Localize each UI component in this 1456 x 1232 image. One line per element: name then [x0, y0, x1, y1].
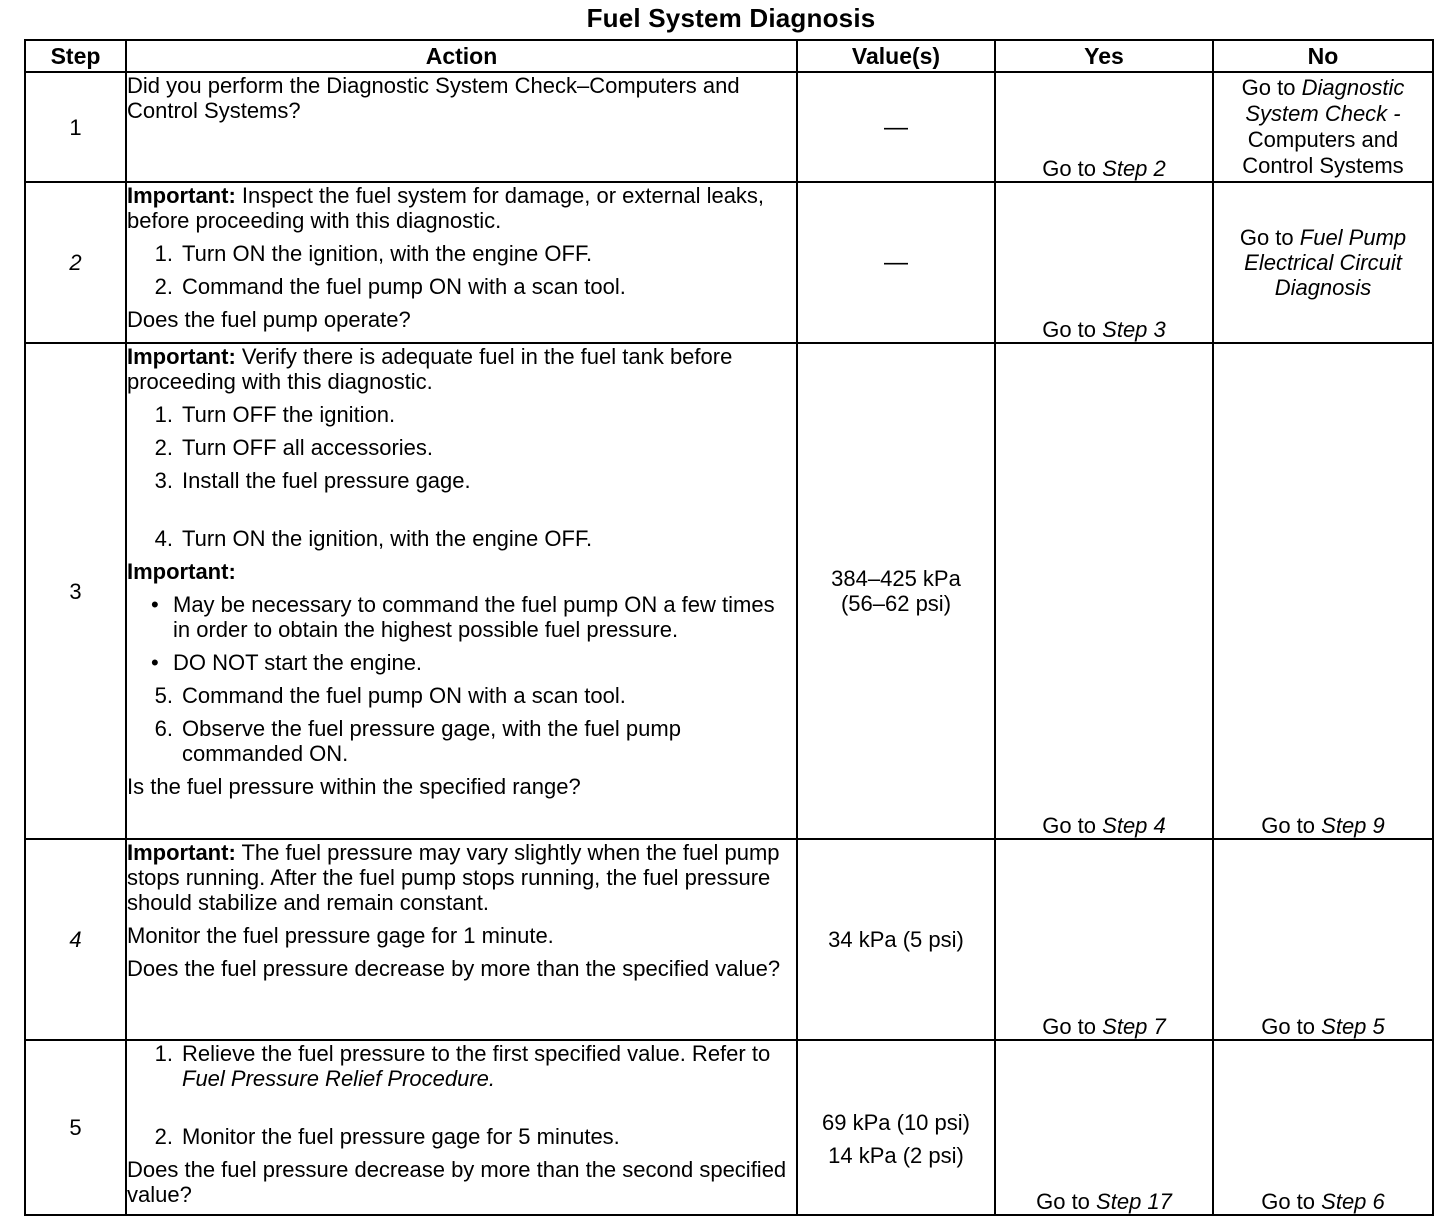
- important-text: The fuel pressure may vary slightly when the fuel pump stops running. After the fuel pump stops running, the fuel pressure should stabilize and remain constant.: [127, 840, 780, 915]
- list-item: [127, 1124, 796, 1149]
- action-text: Did you perform the Diagnostic System Check–Computers and Control Systems?: [127, 73, 740, 123]
- no-prefix: Go to: [1261, 813, 1316, 838]
- no-cell: [1213, 839, 1433, 1040]
- no-cell: [1213, 182, 1433, 343]
- list-number: 1.: [154, 241, 173, 266]
- yes-prefix: Go to: [1042, 317, 1097, 342]
- important-label: Important:: [127, 344, 236, 369]
- action-question: Does the fuel pump operate?: [127, 307, 411, 332]
- step-number: 3: [25, 343, 126, 839]
- table-row: [25, 839, 1433, 1040]
- list-text: Command the fuel pump ON with a scan tool.: [182, 274, 626, 299]
- header-no: No: [1213, 40, 1433, 72]
- action-cell: [126, 72, 797, 182]
- list-number: 4.: [154, 526, 173, 551]
- action-question: Does the fuel pressure decrease by more than the specified value?: [127, 956, 781, 981]
- value-text: 34 kPa (5 psi): [828, 927, 964, 952]
- no-cell: [1213, 343, 1433, 839]
- important-text: Inspect the fuel system for damage, or external leaks, before proceeding with this diagnostic.: [127, 183, 765, 233]
- list-number: 3.: [154, 468, 173, 493]
- header-action: Action: [126, 40, 797, 72]
- table-row: [25, 1040, 1433, 1215]
- yes-target-link[interactable]: Step 7: [1102, 1014, 1166, 1039]
- no-prefix: Go to: [1261, 1014, 1316, 1039]
- value-line: 69 kPa (10 psi): [822, 1109, 970, 1135]
- list-text: Turn OFF the ignition.: [182, 402, 396, 427]
- important-label-line: [127, 559, 796, 584]
- bullet-item: [127, 650, 796, 675]
- action-text: Monitor the fuel pressure gage for 1 minute.: [127, 923, 554, 948]
- header-step: Step: [25, 40, 126, 72]
- step-number: 5: [25, 1040, 126, 1215]
- no-target-link[interactable]: Step 9: [1321, 813, 1385, 838]
- list-number: 2.: [154, 1124, 173, 1149]
- yes-cell: [995, 182, 1213, 343]
- header-yes: Yes: [995, 40, 1213, 72]
- important-label: Important:: [127, 183, 236, 208]
- value-line: (56–62 psi): [840, 591, 952, 616]
- yes-target-link[interactable]: Step 4: [1102, 813, 1166, 838]
- list-item: [127, 683, 796, 708]
- value-cell: [797, 1040, 995, 1215]
- yes-prefix: Go to: [1042, 813, 1097, 838]
- list-item: [127, 274, 796, 299]
- yes-prefix: Go to: [1042, 1014, 1097, 1039]
- list-number: 6.: [154, 716, 173, 741]
- table-row: [25, 343, 1433, 839]
- no-target-link[interactable]: Fuel Pump Electrical Circuit Diagnosis: [1244, 225, 1407, 300]
- list-item: [127, 435, 796, 460]
- step-number: 4: [25, 839, 126, 1040]
- step-number: 1: [25, 72, 126, 182]
- list-number: 1.: [154, 1041, 173, 1066]
- action-cell: [126, 182, 797, 343]
- yes-cell: [995, 839, 1213, 1040]
- list-item: [127, 402, 796, 427]
- yes-cell: [995, 343, 1213, 839]
- step-number: 2: [25, 182, 126, 343]
- list-number: 5.: [154, 683, 173, 708]
- list-item: [127, 241, 796, 266]
- list-number: 2.: [154, 435, 173, 460]
- action-cell: [126, 343, 797, 839]
- no-prefix: Go to: [1261, 1189, 1316, 1214]
- yes-prefix: Go to: [1036, 1189, 1090, 1214]
- bullet-text: DO NOT start the engine.: [173, 650, 423, 675]
- table-row: [25, 72, 1433, 182]
- important-label: Important:: [127, 840, 236, 865]
- spacer: [127, 501, 796, 526]
- list-text: Observe the fuel pressure gage, with the fuel pump commanded ON.: [182, 716, 681, 766]
- no-target-link[interactable]: Diagnostic System Check -: [1245, 75, 1405, 126]
- list-item: [127, 526, 796, 551]
- value-dash: —: [884, 113, 908, 141]
- header-row: [25, 40, 1433, 72]
- list-item: [127, 468, 796, 493]
- no-cell: [1213, 1040, 1433, 1215]
- list-number: 1.: [154, 402, 173, 427]
- reference-link[interactable]: Fuel Pressure Relief Procedure.: [182, 1066, 496, 1091]
- action-cell: [126, 839, 797, 1040]
- important-label: Important:: [127, 559, 236, 584]
- header-values: Value(s): [797, 40, 995, 72]
- important-text: Verify there is adequate fuel in the fuel tank before proceeding with this diagnostic.: [127, 344, 733, 394]
- bullet-item: [127, 592, 796, 642]
- list-number: 2.: [154, 274, 173, 299]
- no-prefix: Go to: [1239, 225, 1294, 250]
- value-line: 384–425 kPa: [831, 566, 961, 591]
- diagnosis-table: [24, 39, 1434, 1216]
- table-row: [25, 182, 1433, 343]
- list-text: Monitor the fuel pressure gage for 5 minutes.: [182, 1124, 620, 1149]
- no-target-link[interactable]: Step 6: [1321, 1189, 1385, 1214]
- list-text: Install the fuel pressure gage.: [182, 468, 471, 493]
- bullet-icon: •: [151, 592, 159, 617]
- action-question: Does the fuel pressure decrease by more than the second specified value?: [127, 1157, 787, 1207]
- list-text: Turn OFF all accessories.: [182, 435, 434, 460]
- spacer: [127, 1099, 796, 1124]
- list-item: [127, 1041, 796, 1091]
- no-suffix: Computers and Control Systems: [1242, 127, 1404, 178]
- no-cell: [1213, 72, 1433, 182]
- list-text: Relieve the fuel pressure to the first specified value. Refer to: [182, 1041, 771, 1066]
- action-question: Is the fuel pressure within the specified range?: [127, 774, 581, 799]
- value-dash: —: [884, 249, 908, 276]
- bullet-icon: •: [151, 650, 159, 675]
- list-text: Turn ON the ignition, with the engine OFF.: [182, 526, 593, 551]
- yes-target-link[interactable]: Step 3: [1102, 317, 1166, 342]
- no-prefix: Go to: [1241, 75, 1296, 100]
- important-note: [127, 183, 796, 233]
- bullet-text: May be necessary to command the fuel pump ON a few times in order to obtain the highest possible fuel pressure.: [173, 592, 775, 642]
- yes-cell: [995, 72, 1213, 182]
- action-cell: [126, 1040, 797, 1215]
- list-item: [127, 716, 796, 766]
- important-note: [127, 344, 796, 394]
- value-cell: [797, 839, 995, 1040]
- no-target-link[interactable]: Step 5: [1321, 1014, 1385, 1039]
- yes-prefix: Go to: [1042, 156, 1097, 181]
- list-text: Command the fuel pump ON with a scan tool.: [182, 683, 626, 708]
- yes-target-link[interactable]: Step 2: [1102, 156, 1166, 181]
- value-line: 14 kPa (2 psi): [828, 1142, 964, 1168]
- value-cell: [797, 72, 995, 182]
- list-text: Turn ON the ignition, with the engine OFF.: [182, 241, 593, 266]
- yes-target-link[interactable]: Step 17: [1096, 1189, 1172, 1214]
- page-title: Fuel System Diagnosis: [586, 3, 876, 33]
- value-cell: [797, 182, 995, 343]
- value-cell: [797, 343, 995, 839]
- yes-cell: [995, 1040, 1213, 1215]
- important-note: [127, 840, 796, 915]
